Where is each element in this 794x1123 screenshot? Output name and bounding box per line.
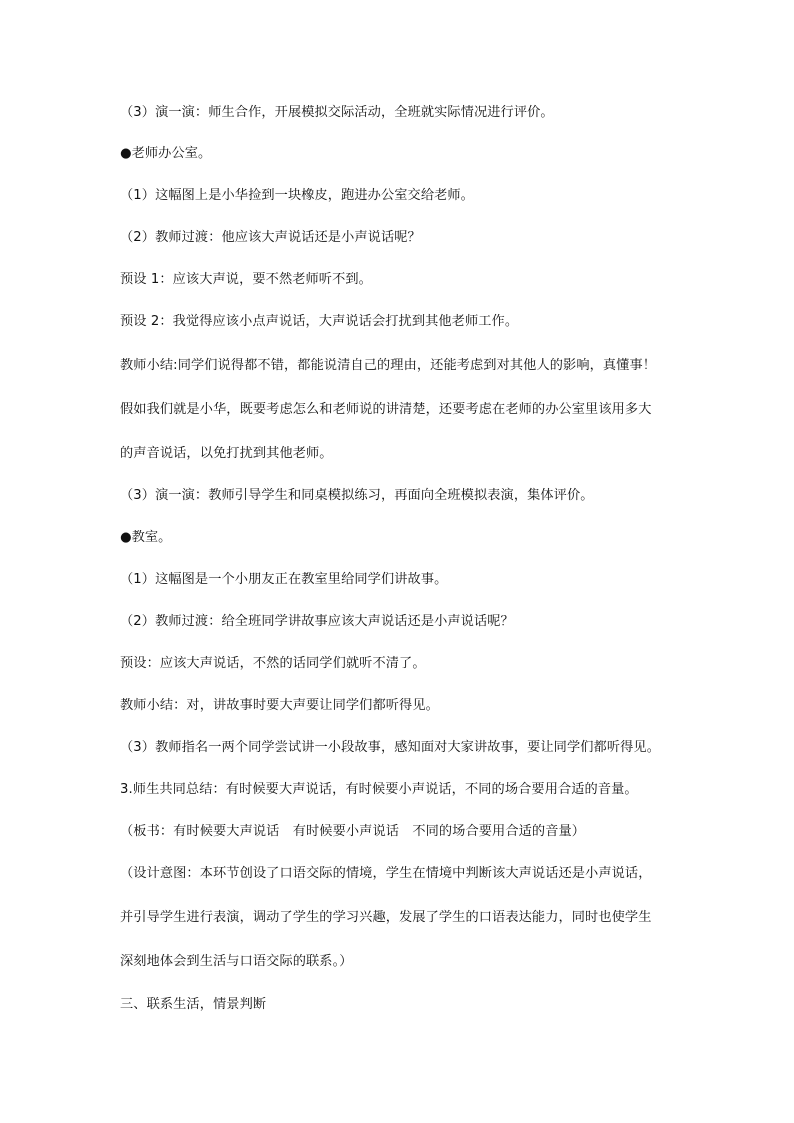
paragraph-roleplay-evaluation: （3）演一演：师生合作，开展模拟交际活动，全班就实际情况进行评价。 [120,105,554,120]
section-teacher-office: ●老师办公室。 [120,146,212,161]
paragraph-teacher-summary: 教师小结:同学们说得都不错，都能说清自己的理由，还能考虑到对其他人的影响，真懂事！ [120,358,657,373]
paragraph-classroom-transition: （2）教师过渡：给全班同学讲故事应该大声说话还是小声说话呢？ [120,614,514,629]
paragraph-summary-end: 的声音说话，以免打扰到其他老师。 [120,446,333,461]
paragraph-office-picture: （1）这幅图上是小华捡到一块橡皮，跑进办公室交给老师。 [120,188,474,203]
paragraph-classroom-summary: 教师小结：对，讲故事时要大声要让同学们都听得见。 [120,698,439,713]
paragraph-office-transition: （2）教师过渡：他应该大声说话还是小声说话呢？ [120,230,421,245]
paragraph-preset-1: 预设 1：应该大声说，要不然老师听不到。 [120,272,372,287]
section-heading-life-connection: 三、联系生活，情景判断 [120,997,267,1012]
paragraph-storytelling-practice: （3）教师指名一两个同学尝试讲一小段故事，感知面对大家讲故事，要让同学们都听得见。 [120,740,660,755]
paragraph-blackboard: （板书：有时候要大声说话 有时候要小声说话 不同的场合要用合适的音量） [120,824,586,839]
paragraph-preset-2: 预设 2：我觉得应该小点声说话，大声说话会打扰到其他老师工作。 [120,314,519,329]
paragraph-classroom-preset: 预设：应该大声说话，不然的话同学们就听不清了。 [120,656,426,671]
paragraph-joint-summary: 3.师生共同总结：有时候要大声说话，有时候要小声说话，不同的场合要用合适的音量。 [120,782,638,797]
paragraph-summary-continued: 假如我们就是小华，既要考虑怎么和老师说的讲清楚，还要考虑在老师的办公室里该用多大 [120,402,652,417]
paragraph-office-roleplay: （3）演一演：教师引导学生和同桌模拟练习，再面向全班模拟表演，集体评价。 [120,488,594,503]
paragraph-design-intent-continued: 并引导学生进行表演，调动了学生的学习兴趣，发展了学生的口语表达能力，同时也使学生 [120,910,652,925]
paragraph-classroom-picture: （1）这幅图是一个小朋友正在教室里给同学们讲故事。 [120,572,448,587]
paragraph-design-intent-end: 深刻地体会到生活与口语交际的联系。） [120,954,353,969]
document-body [120,103,690,1015]
paragraph-design-intent: （设计意图：本环节创设了口语交际的情境，学生在情境中判断该大声说话还是小声说话， [120,866,652,881]
section-classroom: ●教室。 [120,530,172,545]
